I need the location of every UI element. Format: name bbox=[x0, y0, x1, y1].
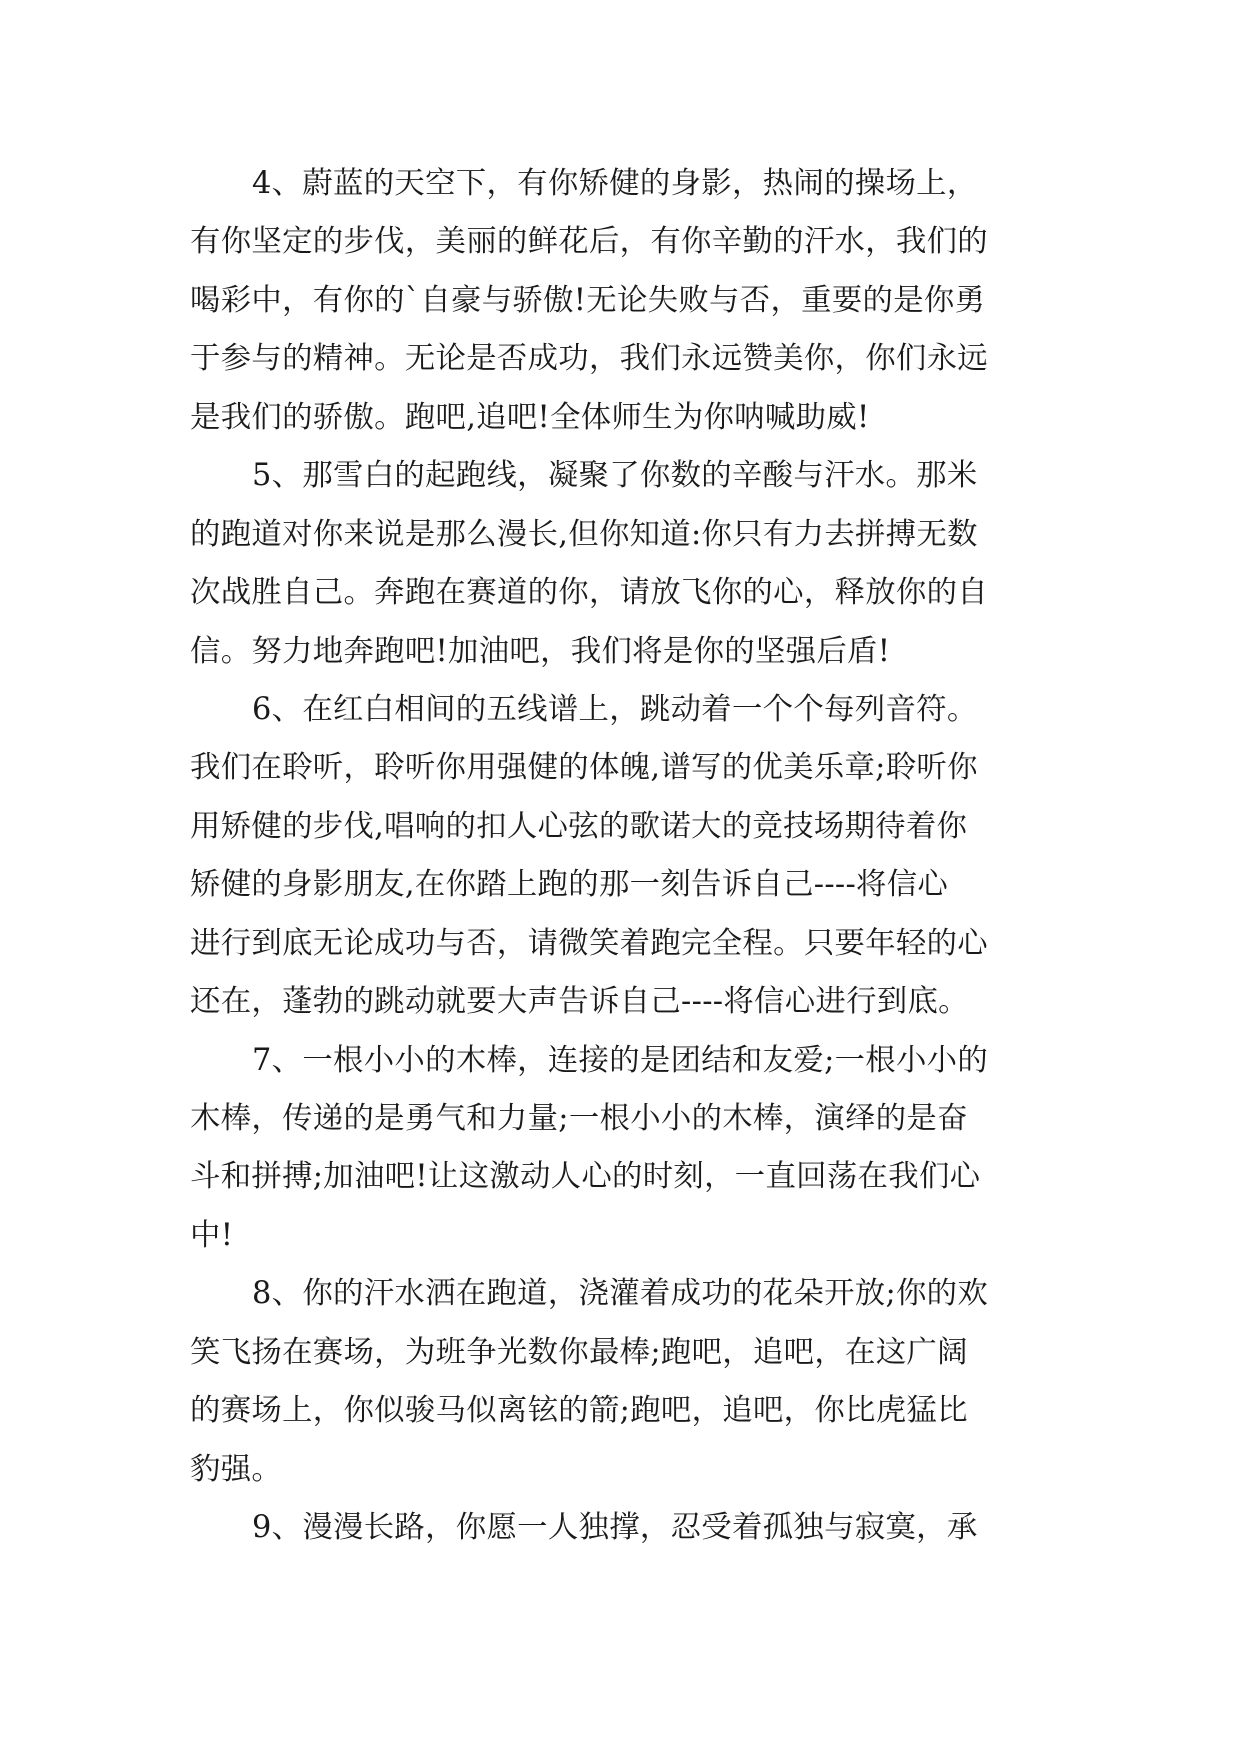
text-line: 次战胜自己。奔跑在赛道的你，请放飞你的心，释放你的自 bbox=[190, 575, 988, 611]
text-line: 还在，蓬勃的跳动就要大声告诉自己----将信心进行到底。 bbox=[190, 984, 969, 1020]
text-line: 信。努力地奔跑吧!加油吧，我们将是你的坚强后盾! bbox=[190, 633, 891, 669]
text-line: 中! bbox=[190, 1217, 234, 1253]
text-line: 是我们的骄傲。跑吧,追吧!全体师生为你呐喊助威! bbox=[190, 399, 870, 435]
text-line: 9、漫漫长路，你愿一人独撑，忍受着孤独与寂寞，承 bbox=[252, 1510, 978, 1546]
text-line: 斗和拼搏;加油吧!让这激动人心的时刻，一直回荡在我们心 bbox=[190, 1159, 981, 1195]
text-line: 我们在聆听，聆听你用强健的体魄,谱写的优美乐章;聆听你 bbox=[190, 750, 978, 786]
text-line: 5、那雪白的起跑线，凝聚了你数的辛酸与汗水。那米 bbox=[252, 458, 978, 494]
text-line: 8、你的汗水洒在跑道，浇灌着成功的花朵开放;你的欢 bbox=[252, 1276, 989, 1312]
text-line: 6、在红白相间的五线谱上，跳动着一个个每列音符。 bbox=[252, 691, 978, 727]
text-line: 4、蔚蓝的天空下，有你矫健的身影，热闹的操场上， bbox=[252, 166, 978, 201]
text-line: 有你坚定的步伐，美丽的鲜花后，有你辛勤的汗水，我们的 bbox=[190, 224, 988, 260]
text-line: 的赛场上，你似骏马似离铉的箭;跑吧，追吧，你比虎猛比 bbox=[190, 1393, 968, 1429]
text-line: 喝彩中，有你的`自豪与骄傲!无论失败与否，重要的是你勇 bbox=[190, 282, 986, 318]
document-body bbox=[190, 155, 1050, 1558]
text-line: 于参与的精神。无论是否成功，我们永远赞美你，你们永远 bbox=[190, 341, 988, 377]
text-line: 用矫健的步伐,唱响的扣人心弦的歌诺大的竞技场期待着你 bbox=[190, 808, 968, 844]
text-line: 进行到底无论成功与否，请微笑着跑完全程。只要年轻的心 bbox=[190, 925, 988, 961]
text-line: 豹强。 bbox=[190, 1451, 283, 1487]
text-line: 7、一根小小的木棒，连接的是团结和友爱;一根小小的 bbox=[252, 1042, 989, 1078]
text-line: 笑飞扬在赛场，为班争光数你最棒;跑吧，追吧，在这广阔 bbox=[190, 1334, 968, 1370]
text-line: 木棒，传递的是勇气和力量;一根小小的木棒，演绎的是奋 bbox=[190, 1101, 968, 1136]
text-line: 矫健的身影朋友,在你踏上跑的那一刻告诉自己----将信心 bbox=[190, 867, 949, 903]
text-line: 的跑道对你来说是那么漫长,但你知道:你只有力去拼搏无数 bbox=[190, 516, 978, 552]
